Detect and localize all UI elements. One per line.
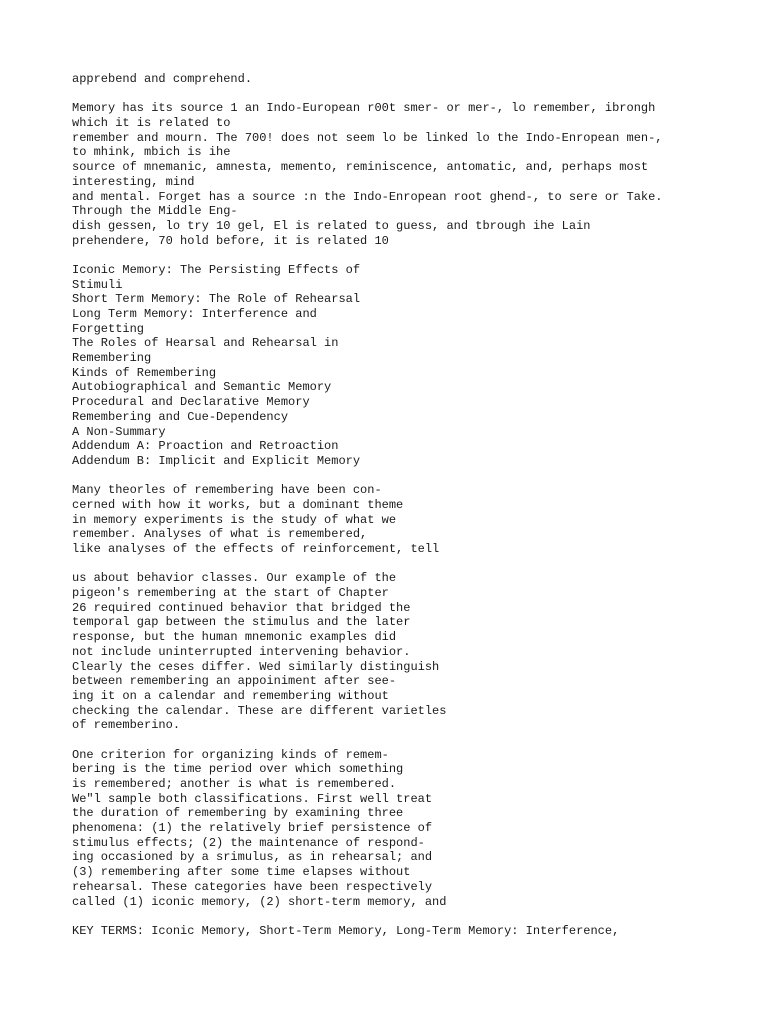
chapter-outline <box>72 263 752 469</box>
outline-item: Procedural and Declarative Memory <box>72 395 310 410</box>
outline-item: A Non-Summary <box>72 424 166 439</box>
outline-item: Remembering <box>72 351 152 366</box>
text-line: remember and mourn. The 700! does not seem lo be linked lo the Indo-Enropean men-, <box>72 130 663 145</box>
document-page <box>72 72 752 953</box>
text-line: called (1) iconic memory, (2) short-term memory, and <box>72 894 447 909</box>
paragraph-theories <box>72 483 752 556</box>
text-line: in memory experiments is the study of what we <box>72 512 397 527</box>
text-line: pigeon's remembering at the start of Chapter <box>72 586 389 601</box>
outline-item: Stimuli <box>72 277 123 292</box>
text-line: checking the calendar. These are different varietles <box>72 703 447 718</box>
text-line: is remembered; another is what is remembered. <box>72 777 397 791</box>
text-line: 26 required continued behavior that bridged the <box>72 600 411 615</box>
outline-item: Long Term Memory: Interference and <box>72 307 317 321</box>
text-line: dish gessen, lo try 10 gel, El is related to guess, and tbrough ihe Lain <box>72 218 591 233</box>
text-line: (3) remembering after some time elapses without <box>72 865 411 880</box>
text-line: Many theorles of remembering have been con- <box>72 483 382 498</box>
outline-item: Iconic Memory: The Persisting Effects of <box>72 262 361 277</box>
text-line: to mhink, mbich is ihe <box>72 145 231 160</box>
text-line: us about behavior classes. Our example of the <box>72 571 397 586</box>
text-line: remember. Analyses of what is remembered, <box>72 527 368 542</box>
text-line: which it is related to <box>72 116 231 131</box>
text-line: ing it on a calendar and remembering without <box>72 688 389 703</box>
text-line: source of mnemanic, amnesta, memento, reminiscence, antomatic, and, perhaps most <box>72 160 649 175</box>
text-line: One criterion for organizing kinds of remem- <box>72 747 389 762</box>
text-line: ing occasioned by a srimulus, as in rehearsal; and <box>72 850 433 865</box>
text-line: response, but the human mnemonic examples did <box>72 630 397 645</box>
paragraph-criterion <box>72 748 752 910</box>
key-terms-line: KEY TERMS: Iconic Memory, Short-Term Memory, Long-Term Memory: Interference, <box>72 923 620 938</box>
outline-item: Forgetting <box>72 321 145 336</box>
key-terms <box>72 924 752 939</box>
outline-item: Autobiographical and Semantic Memory <box>72 380 332 395</box>
text-line: cerned with how it works, but a dominant theme <box>72 497 404 512</box>
text-line: rehearsal. These categories have been respectively <box>72 879 433 894</box>
outline-item: Addendum B: Implicit and Explicit Memory <box>72 453 361 468</box>
text-line: the duration of remembering by examining three <box>72 806 404 821</box>
text-line: Memory has its source 1 an Indo-European r00t smer- or mer-, lo remember, ibrongh <box>72 101 656 116</box>
text-line: bering is the time period over which something <box>72 762 404 777</box>
paragraph-etymology <box>72 101 752 248</box>
text-line: between remembering an appoiniment after see- <box>72 674 397 689</box>
text-line: temporal gap between the stimulus and the later <box>72 615 411 630</box>
text-line: phenomena: (1) the relatively brief persistence of <box>72 821 433 836</box>
paragraph-behavior-classes <box>72 571 752 733</box>
outline-item: The Roles of Hearsal and Rehearsal in <box>72 336 339 351</box>
text-line: apprebend and comprehend. <box>72 72 253 86</box>
outline-item: Addendum A: Proaction and Retroaction <box>72 439 339 454</box>
text-line: like analyses of the effects of reinforcement, tell <box>72 542 440 556</box>
text-line: and mental. Forget has a source :n the Indo-Enropean root ghend-, to sere or Take. <box>72 189 663 204</box>
text-line: Through the Middle Eng- <box>72 204 238 219</box>
paragraph-intro-fragment <box>72 72 752 87</box>
outline-item: Remembering and Cue-Dependency <box>72 409 289 424</box>
text-line: of rememberino. <box>72 718 181 733</box>
outline-item: Kinds of Remembering <box>72 365 217 380</box>
text-line: stimulus effects; (2) the maintenance of respond- <box>72 835 425 850</box>
text-line: We"l sample both classifications. First well treat <box>72 791 433 806</box>
outline-item: Short Term Memory: The Role of Rehearsal <box>72 292 361 307</box>
text-line: not include uninterrupted intervening behavior. <box>72 644 411 659</box>
text-line: interesting, mind <box>72 174 195 189</box>
text-line: prehendere, 70 hold before, it is related 10 <box>72 233 389 248</box>
text-line: Clearly the ceses differ. Wed similarly distinguish <box>72 659 440 674</box>
